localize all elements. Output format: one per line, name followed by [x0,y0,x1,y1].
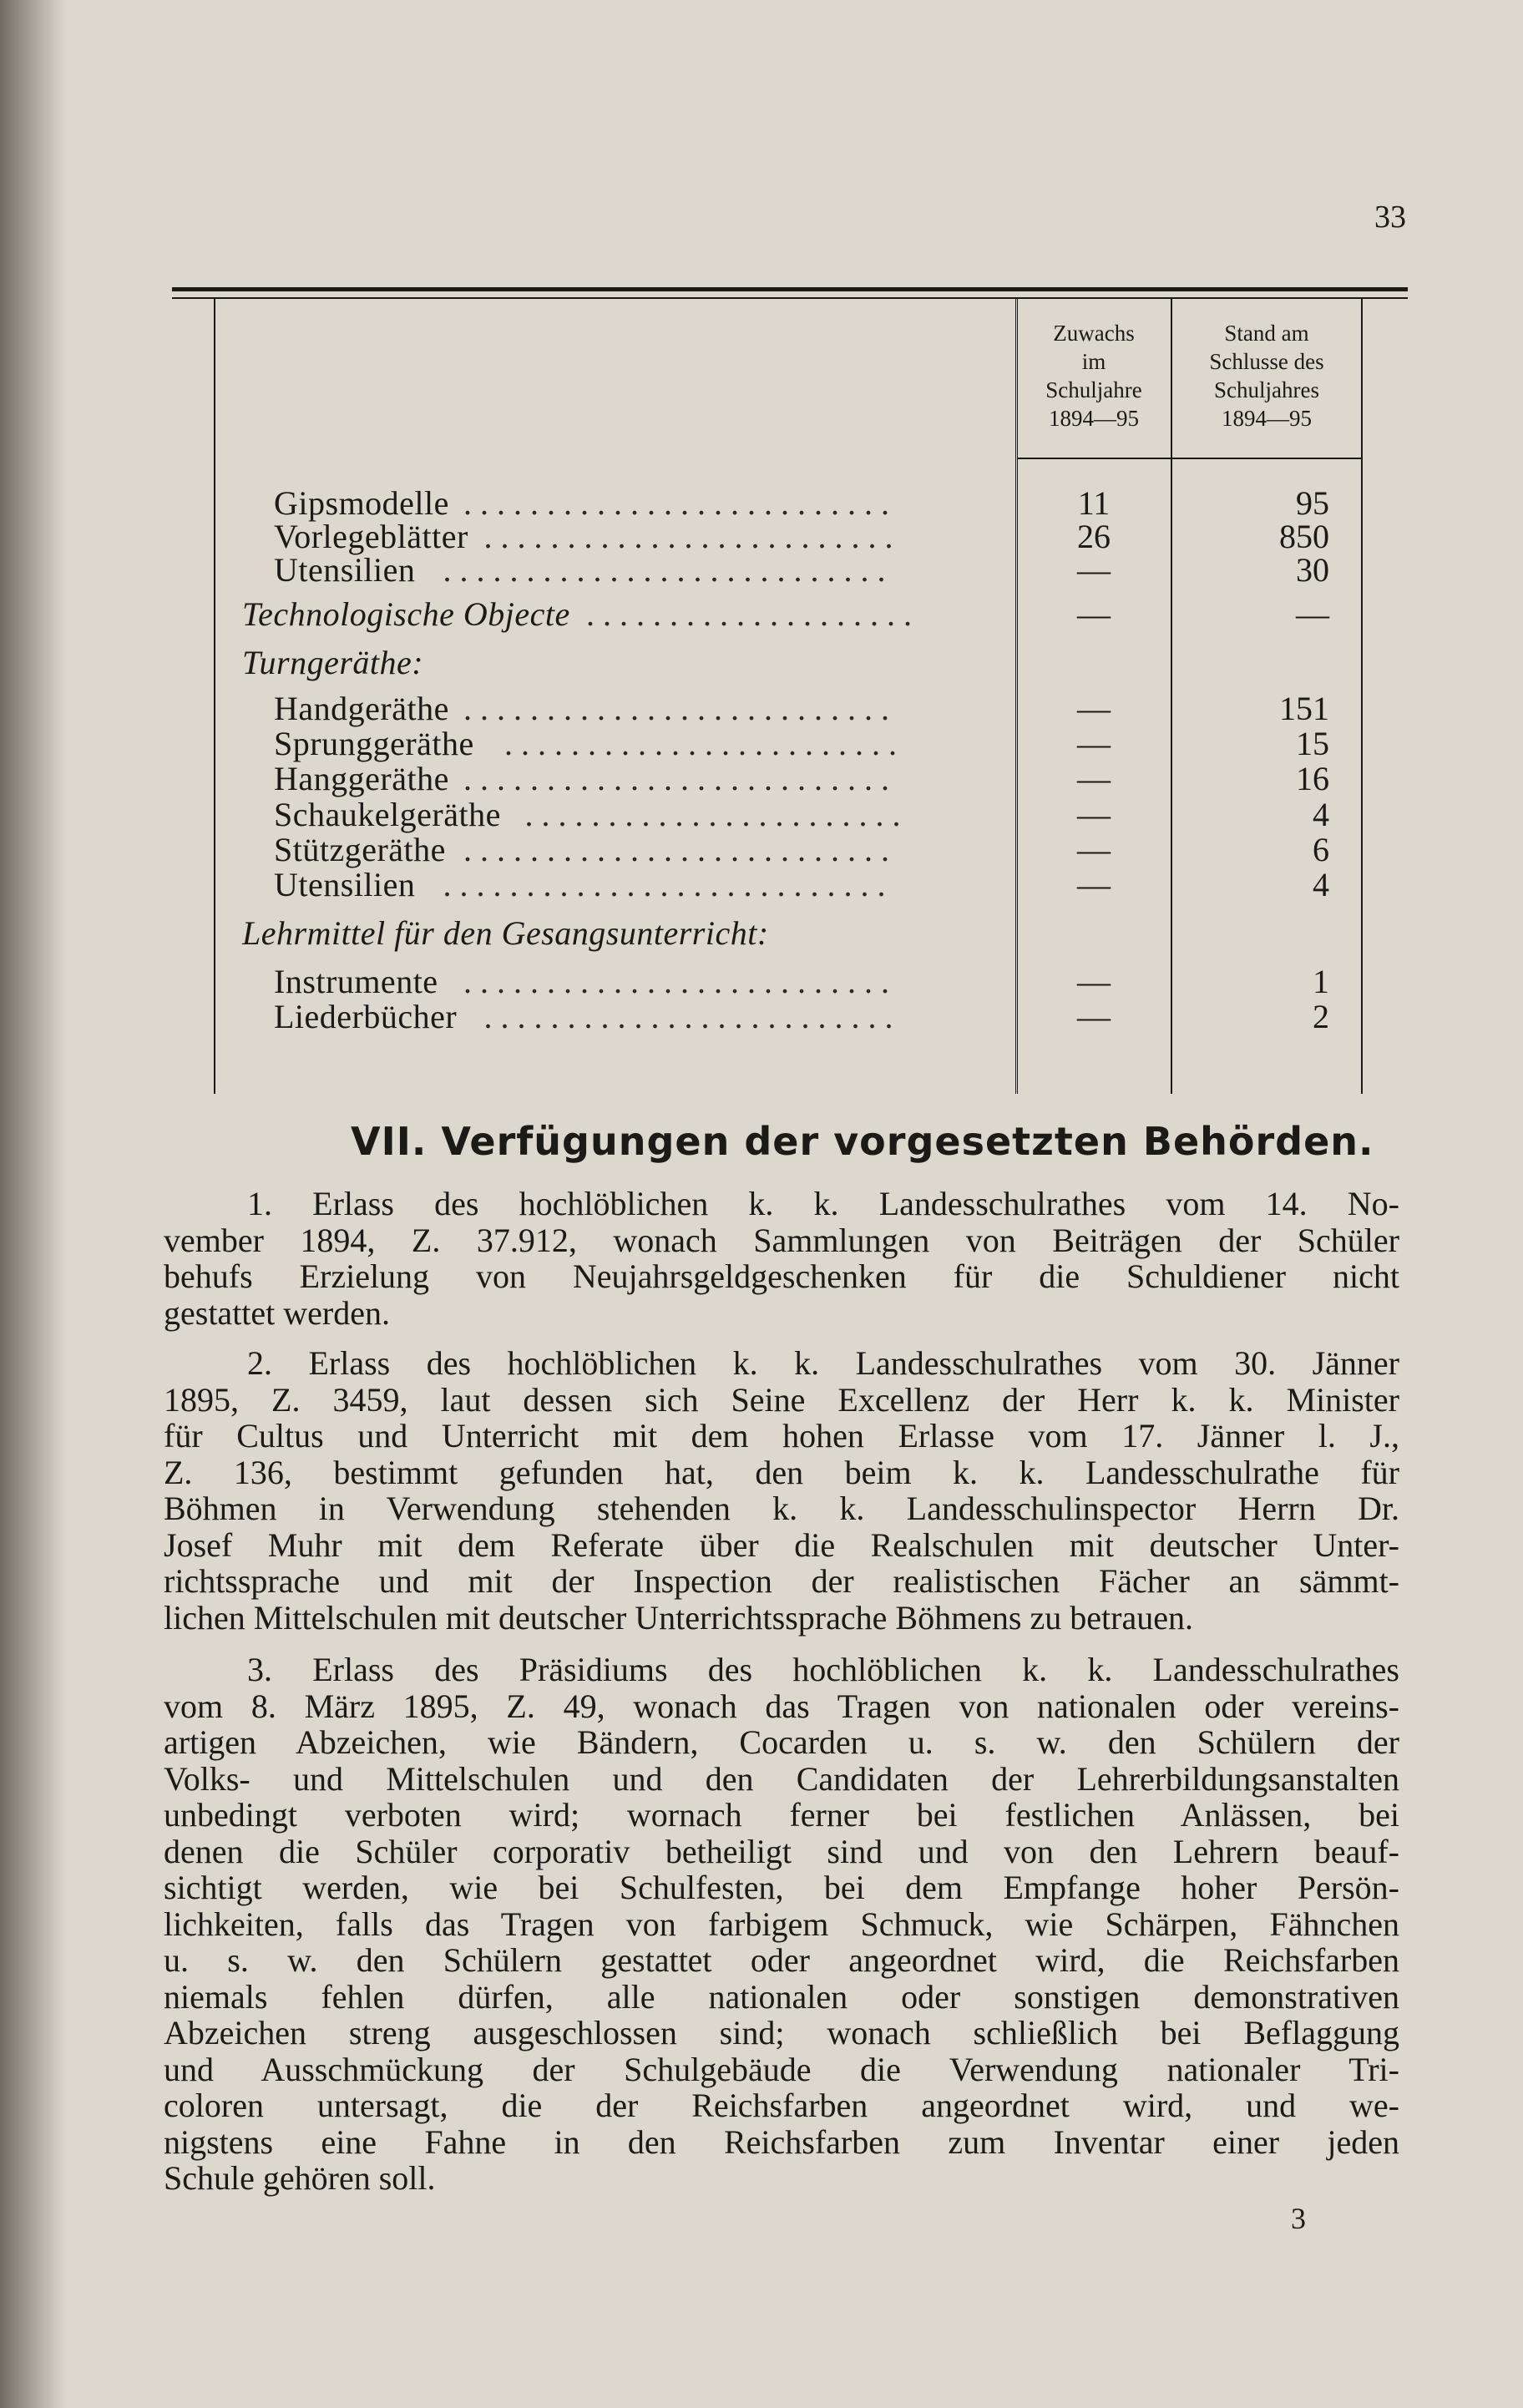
table-row-label: Technologische Objecte [242,595,570,633]
table-cell-stand: 151 [1279,690,1329,727]
column-header-line: Stand am [1224,321,1309,346]
paragraph-3 [164,1652,1399,2197]
paragraph-line: und Ausschmückung der Schulgebäude die Verwendung nationaler Tri- [164,2050,1399,2088]
column-header-line: im [1081,349,1106,374]
table-row-label: Sprunggeräthe [274,725,474,762]
table-cell-zuwachs: — [1077,725,1111,762]
table-row-label: Lehrmittel für den Gesangsunterricht: [242,914,769,952]
table-cell-zuwachs: — [1077,998,1111,1035]
table-row [0,999,1523,1035]
paragraph-line: Schule gehören soll. [164,2159,436,2197]
table-row [0,645,1523,680]
paragraph-line: 2. Erlass des hochlöblichen k. k. Landesschulrathes vom 30. Jänner [247,1344,1399,1382]
table-cell-zuwachs: — [1077,595,1111,633]
table-row [0,832,1523,868]
paragraph-2 [164,1345,1399,1636]
dot-leader: ....................... [524,796,909,833]
table-row [0,486,1523,521]
dot-leader: .......................... [463,484,898,522]
paragraph-line: coloren untersagt, die der Reichsfarben angeordnet wird, und we- [164,2087,1399,2124]
table-top-rule [172,287,1408,291]
paragraph-line: unbedingt verboten wird; wornach ferner bei festlichen Anlässen, bei [164,1796,1399,1834]
table-row-label: Instrumente [274,963,438,1000]
dot-leader: .......................... [463,690,898,727]
paragraph-line: lichen Mittelschulen mit deutscher Unterrichtssprache Böhmens zu betrauen. [164,1598,1193,1637]
table-row [0,691,1523,726]
table-row [0,597,1523,632]
table-cell-stand: 15 [1296,725,1329,762]
paragraph-line: Volks- und Mittelschulen und den Candidaten der Lehrerbildungsanstalten [164,1759,1399,1798]
paragraph-line: 1. Erlass des hochlöblichen k. k. Landesschulrathes vom 14. No- [247,1185,1399,1222]
paragraph-line: niemals fehlen dürfen, alle nationalen oder sonstigen demonstrativen [164,1977,1399,2016]
table-cell-zuwachs: — [1077,796,1111,833]
table-cell-stand: 30 [1296,551,1329,589]
binding-shadow [0,0,67,2408]
table-cell-stand: 4 [1313,866,1329,903]
table-cell-zuwachs: 26 [1077,518,1111,555]
table-row-label: Liederbücher [274,998,458,1035]
signature-mark: 3 [1291,2202,1306,2235]
table-row [0,964,1523,999]
table-cell-zuwachs: — [1077,866,1111,903]
paragraph-line: vom 8. März 1895, Z. 49, wonach das Tragen von nationalen oder vereins- [164,1687,1399,1725]
column-header-line: Zuwachs [1053,321,1135,346]
table-cell-stand: 95 [1296,484,1329,522]
dot-leader: ........................ [504,725,905,762]
table-row [0,553,1523,588]
column-header-line: Schuljahres [1214,377,1319,402]
paragraph-line: Böhmen in Verwendung stehenden k. k. Landesschulinspector Herrn Dr. [164,1490,1399,1527]
column-header-stand [1172,319,1361,433]
table-cell-zuwachs: — [1077,831,1111,868]
paragraph-line: denen die Schüler corporativ betheiligt sind und von den Lehrern beauf- [164,1832,1399,1870]
column-header-line: Schlusse des [1209,349,1324,374]
table-row-label: Utensilien [274,866,416,903]
table-cell-zuwachs: — [1077,551,1111,589]
paragraph-line: behufs Erzielung von Neujahrsgeldgeschenken für die Schuldiener nicht [164,1257,1399,1295]
dot-leader: .......................... [463,831,898,868]
table-cell-stand: 6 [1313,831,1329,868]
table-row [0,726,1523,761]
page-number: 33 [1374,200,1406,235]
paragraph-line: für Cultus und Unterricht mit dem hohen Erlasse vom 17. Jänner l. J., [164,1417,1399,1454]
table-row-label: Hanggeräthe [274,760,449,797]
section-heading: VII. Verfügungen der vorgesetzten Behörden. [351,1119,1374,1164]
table-row-label: Gipsmodelle [274,484,449,522]
dot-leader: ......................... [483,518,902,555]
paragraph-line: sichtigt werden, wie bei Schulfesten, bei dem Empfange hoher Persön- [164,1869,1399,1906]
table-row-label: Schaukelgeräthe [274,796,501,833]
table-cell-zuwachs: — [1077,760,1111,797]
table-row-label: Handgeräthe [274,690,449,727]
column-header-zuwachs [1017,319,1171,433]
table-row [0,519,1523,554]
table-row [0,761,1523,797]
table-cell-stand: — [1296,595,1329,633]
paragraph-line: Abzeichen streng ausgeschlossen sind; wonach schließlich bei Beflaggung [164,2014,1399,2051]
column-header-line: Schuljahre [1045,377,1142,402]
dot-leader: .......................... [463,760,898,797]
table-cell-stand: 16 [1296,760,1329,797]
dot-leader: ......................... [483,998,902,1035]
paragraph-line: 3. Erlass des Präsidiums des hochlöblichen k. k. Landesschulrathes [247,1651,1399,1688]
paragraph-line: u. s. w. den Schülern gestattet oder angeordnet wird, die Reichsfarben [164,1941,1399,1979]
paragraph-line: gestattet werden. [164,1293,390,1332]
paragraph-line: Josef Muhr mit dem Referate über die Realschulen mit deutscher Unter- [164,1525,1399,1564]
table-cell-zuwachs: — [1077,963,1111,1000]
paragraph-line: artigen Abzeichen, wie Bändern, Cocarden u. s. w. den Schülern der [164,1723,1399,1761]
dot-leader: ........................... [443,866,894,903]
column-header-line: 1894—95 [1222,406,1312,431]
paragraph-1 [164,1186,1399,1331]
table-cell-zuwachs: — [1077,690,1111,727]
table-row-label: Vorlegeblätter [274,518,468,555]
table-cell-stand: 2 [1313,998,1329,1035]
table-row [0,868,1523,903]
table-row [0,797,1523,832]
table-top-rule-thin [172,297,1408,299]
table-row-label: Turngeräthe: [242,644,424,681]
table-cell-stand: 850 [1279,518,1329,555]
table-row-label: Stützgeräthe [274,831,446,868]
table-row-label: Utensilien [274,551,416,589]
table-row [0,916,1523,951]
table-cell-zuwachs: 11 [1077,484,1111,522]
paragraph-line: lichkeiten, falls das Tragen von farbigem Schmuck, wie Schärpen, Fähnchen [164,1905,1399,1943]
table-cell-stand: 4 [1313,796,1329,833]
table-header-rule [1017,458,1363,459]
dot-leader: .................... [586,595,920,633]
dot-leader: .......................... [463,963,898,1000]
table-cell-stand: 1 [1313,963,1329,1000]
paragraph-line: Z. 136, bestimmt gefunden hat, den beim k. k. Landesschulrathe für [164,1453,1399,1491]
paragraph-line: vember 1894, Z. 37.912, wonach Sammlungen von Beiträgen der Schüler [164,1221,1399,1259]
column-header-line: 1894—95 [1049,406,1139,431]
dot-leader: ........................... [443,551,894,589]
paragraph-line: nigstens eine Fahne in den Reichsfarben zum Inventar einer jeden [164,2122,1399,2161]
paragraph-line: richtssprache und mit der Inspection der realistischen Fächer an sämmt- [164,1562,1399,1600]
paragraph-line: 1895, Z. 3459, laut dessen sich Seine Excellenz der Herr k. k. Minister [164,1380,1399,1419]
